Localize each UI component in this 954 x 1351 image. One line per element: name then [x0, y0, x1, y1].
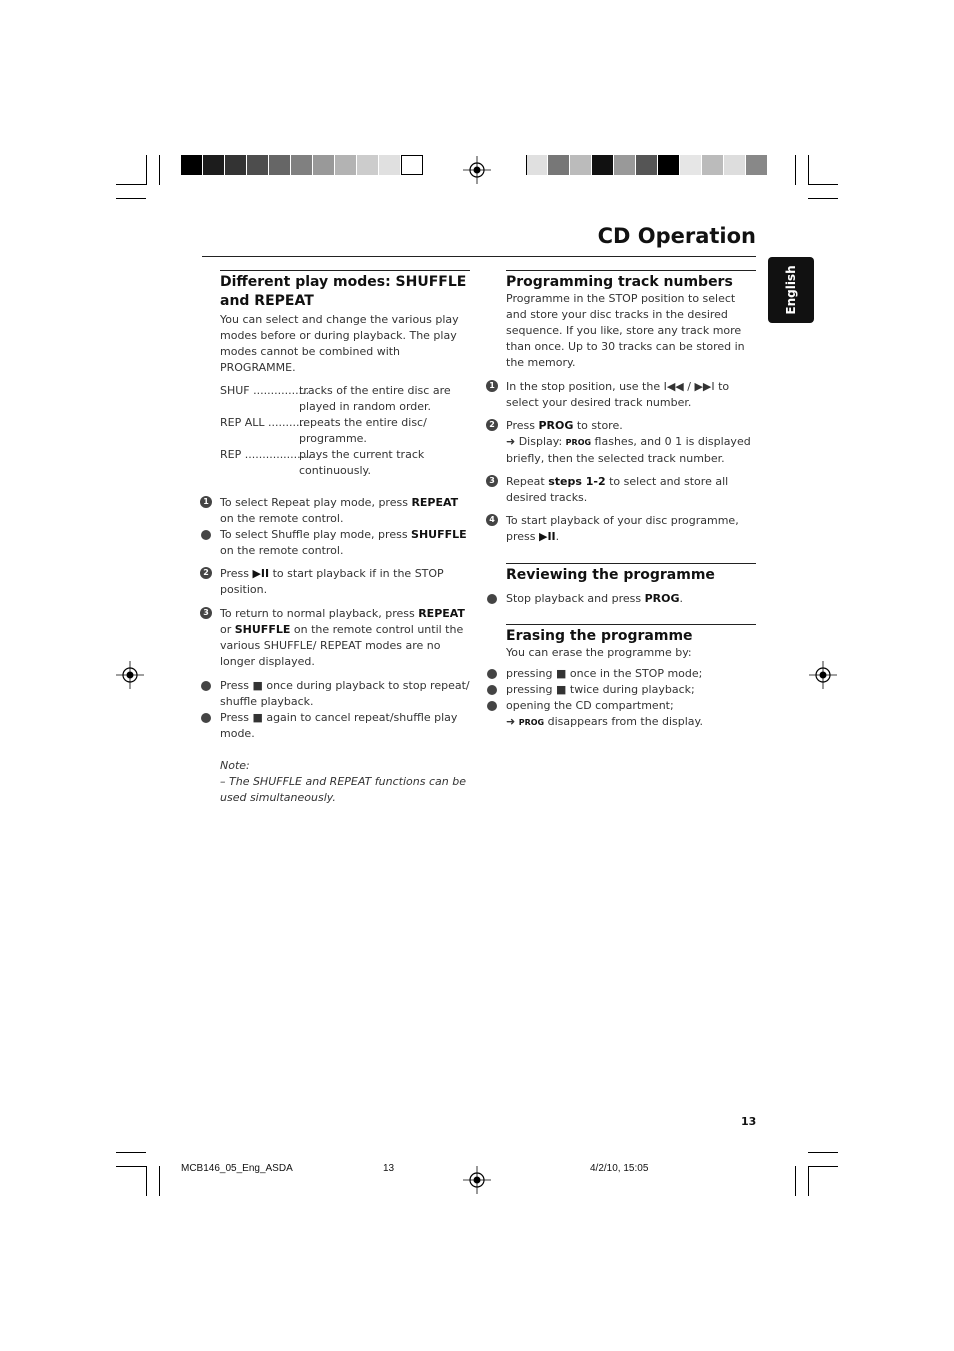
- bullet-icon: [487, 594, 497, 604]
- erase-bullet: pressing ■ twice during playback;: [506, 682, 756, 698]
- crop-mark: [808, 1152, 838, 1153]
- step-2: 2 Press ▶II to start playback if in the STOP position.: [220, 566, 470, 598]
- section-heading-reviewing: Reviewing the programme: [506, 567, 715, 583]
- erase-bullet: opening the CD compartment;: [506, 698, 756, 714]
- bullet-icon: [201, 530, 211, 540]
- section-heading-erasing: Erasing the programme: [506, 628, 693, 644]
- page-number: 13: [741, 1115, 757, 1128]
- bullet-icon: [487, 701, 497, 711]
- right-column: [489, 270, 756, 731]
- bullet-icon: [201, 713, 211, 723]
- section-heading-programming: Programming track numbers: [506, 274, 733, 290]
- mode-term: SHUF ................: [220, 384, 310, 397]
- section-rule: [506, 624, 756, 625]
- footer-date: 4/2/10, 15:05: [590, 1163, 649, 1174]
- crop-mark: [808, 1166, 838, 1167]
- bullet-stop-repeat: Press ■ once during playback to stop repeat/ shuffle playback.: [220, 678, 470, 710]
- prog-step-2: 2 Press PROG to store. ➜ Display: PROG flashes, and 0 1 is displayed briefly, then the selected track number.: [506, 418, 756, 467]
- color-bar-left: [181, 155, 423, 175]
- crop-mark: [116, 1152, 146, 1153]
- mode-term: REP ALL ...........: [220, 416, 307, 429]
- color-bar-right: [526, 155, 768, 175]
- erase-result: ➜ PROG disappears from the display.: [506, 715, 703, 728]
- mode-row: [220, 415, 470, 447]
- mode-row: [220, 447, 470, 479]
- display-code: PROG: [565, 438, 592, 447]
- bullet-icon: [201, 681, 211, 691]
- prog-step-3: 3 Repeat steps 1-2 to select and store all desired tracks.: [506, 474, 756, 506]
- mode-term: REP ...................: [220, 448, 312, 461]
- title-rule: [202, 256, 756, 257]
- bullet-cancel-repeat: Press ■ again to cancel repeat/shuffle play mode.: [220, 710, 470, 742]
- crop-mark: [808, 198, 838, 199]
- section-rule: [506, 563, 756, 564]
- registration-mark-icon: [463, 156, 491, 184]
- step-1a: 1 To select Repeat play mode, press REPEAT on the remote control.: [220, 495, 470, 527]
- step-number-icon: 3: [200, 607, 212, 619]
- note-text: – The SHUFFLE and REPEAT functions can be used simultaneously.: [220, 775, 466, 804]
- footer-page: 13: [383, 1163, 395, 1174]
- mode-desc: repeats the entire disc/ programme.: [299, 416, 427, 445]
- section-rule: [506, 270, 756, 271]
- crop-mark: [116, 184, 146, 185]
- crop-mark: [159, 1166, 160, 1196]
- crop-mark: [808, 184, 838, 185]
- play-pause-icon: ▶II: [252, 567, 270, 580]
- step-number-icon: 2: [200, 567, 212, 579]
- mode-definitions: [220, 383, 470, 479]
- language-label: English: [784, 265, 798, 315]
- crop-mark: [146, 155, 147, 185]
- mode-desc: plays the current track continuously.: [299, 448, 425, 477]
- erasing-intro: You can erase the programme by:: [506, 646, 692, 659]
- crop-mark: [159, 155, 160, 185]
- display-code: PROG: [518, 718, 545, 727]
- registration-mark-icon: [463, 1166, 491, 1194]
- review-bullet: Stop playback and press PROG.: [506, 591, 756, 607]
- crop-mark: [795, 1166, 796, 1196]
- crop-mark: [146, 1166, 147, 1196]
- crop-mark: [808, 155, 809, 185]
- step-number-icon: 3: [486, 475, 498, 487]
- step-number-icon: 4: [486, 514, 498, 526]
- crop-mark: [116, 1166, 146, 1167]
- mode-desc: tracks of the entire disc are played in random order.: [299, 384, 451, 413]
- language-tab: [768, 257, 814, 323]
- prog-step-4: 4 To start playback of your disc programme, press ▶II.: [506, 513, 756, 545]
- prog-step-1: 1 In the stop position, use the I◀◀ / ▶▶I to select your desired track number.: [506, 379, 756, 411]
- crop-mark: [116, 198, 146, 199]
- step-1b: To select Shuffle play mode, press SHUFFLE on the remote control.: [220, 527, 470, 559]
- crop-mark: [808, 1166, 809, 1196]
- registration-mark-icon: [809, 661, 837, 689]
- step-3: 3 To return to normal playback, press REPEAT or SHUFFLE on the remote control until the various SHUFFLE/ REPEAT modes are no longer displayed.: [220, 606, 470, 670]
- step-number-icon: 1: [200, 496, 212, 508]
- footer-file: MCB146_05_Eng_ASDA: [181, 1163, 293, 1174]
- bullet-icon: [487, 669, 497, 679]
- erase-bullet: pressing ■ once in the STOP mode;: [506, 666, 756, 682]
- left-column: [203, 270, 470, 806]
- page-title: CD Operation: [597, 224, 756, 248]
- registration-mark-icon: [116, 661, 144, 689]
- section-rule: [220, 270, 470, 271]
- crop-mark: [795, 155, 796, 185]
- step-number-icon: 2: [486, 419, 498, 431]
- section-heading-play-modes: Different play modes: SHUFFLE and REPEAT: [220, 274, 467, 309]
- note-title: Note:: [220, 759, 250, 772]
- step-number-icon: 1: [486, 380, 498, 392]
- programming-intro: Programme in the STOP position to select and store your disc tracks in the desired sequence. If you like, store any track more than once. Up to 30 tracks can be stored in the memory.: [506, 292, 745, 369]
- play-pause-icon: ▶II: [539, 530, 556, 543]
- mode-row: [220, 383, 470, 415]
- intro-text: You can select and change the various play modes before or during playback. The play modes cannot be combined with PROGRAMME.: [220, 313, 459, 374]
- bullet-icon: [487, 685, 497, 695]
